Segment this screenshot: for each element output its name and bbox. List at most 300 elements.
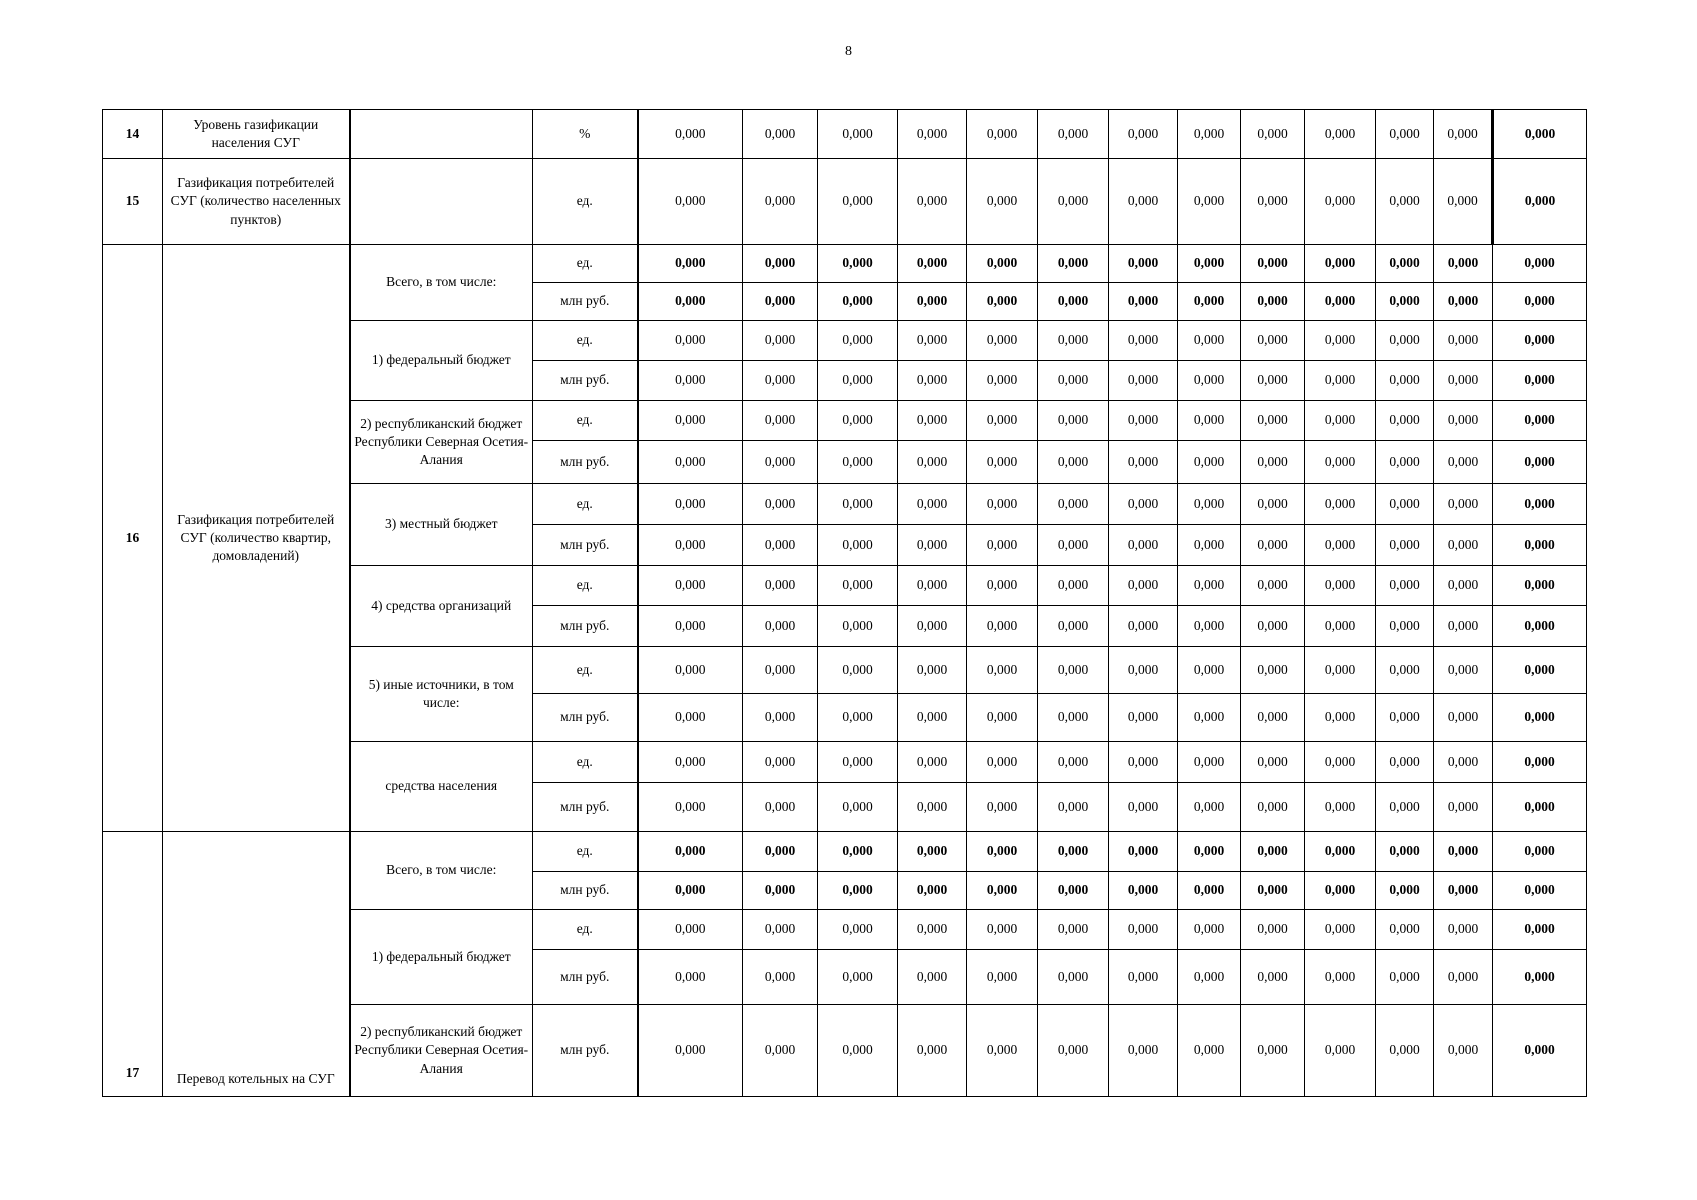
value-cell: 0,000	[1376, 783, 1434, 832]
value-cell: 0,000	[898, 245, 967, 283]
value-cell: 0,000	[1178, 1005, 1241, 1097]
value-cell: 0,000	[1376, 361, 1434, 401]
value-cell: 0,000	[898, 694, 967, 742]
table-row	[103, 159, 1587, 245]
unit-cell: ед.	[533, 647, 638, 694]
value-cell: 0,000	[898, 832, 967, 872]
value-cell: 0,000	[1241, 742, 1305, 783]
indicator-name: Газификация потребителей СУГ (количество квартир, домовладений)	[163, 245, 350, 832]
value-cell: 0,000	[898, 872, 967, 910]
value-cell: 0,000	[638, 321, 743, 361]
funding-source: 1) федеральный бюджет	[350, 910, 533, 1005]
value-cell: 0,000	[638, 361, 743, 401]
value-cell: 0,000	[638, 742, 743, 783]
value-cell: 0,000	[967, 910, 1038, 950]
total-cell: 0,000	[1493, 647, 1587, 694]
row-number: 15	[103, 159, 163, 245]
value-cell: 0,000	[1038, 1005, 1109, 1097]
unit-cell: ед.	[533, 566, 638, 606]
funding-source: 2) республиканский бюджет Республики Северная Осетия-Алания	[350, 1005, 533, 1097]
value-cell: 0,000	[1376, 1005, 1434, 1097]
value-cell: 0,000	[818, 401, 898, 441]
value-cell: 0,000	[1241, 110, 1305, 159]
value-cell: 0,000	[1038, 910, 1109, 950]
value-cell: 0,000	[743, 606, 818, 647]
value-cell: 0,000	[818, 832, 898, 872]
value-cell: 0,000	[1376, 110, 1434, 159]
value-cell: 0,000	[1434, 872, 1493, 910]
value-cell: 0,000	[1305, 484, 1376, 525]
value-cell: 0,000	[967, 606, 1038, 647]
value-cell: 0,000	[1376, 441, 1434, 484]
value-cell: 0,000	[898, 159, 967, 245]
value-cell: 0,000	[1178, 742, 1241, 783]
value-cell: 0,000	[1038, 484, 1109, 525]
indicator-name: Перевод котельных на СУГ	[163, 832, 350, 1097]
value-cell: 0,000	[638, 401, 743, 441]
value-cell: 0,000	[1038, 647, 1109, 694]
value-cell: 0,000	[1305, 910, 1376, 950]
value-cell: 0,000	[967, 401, 1038, 441]
table-row	[103, 110, 1587, 159]
value-cell: 0,000	[898, 484, 967, 525]
value-cell: 0,000	[1241, 606, 1305, 647]
funding-source: 5) иные источники, в том числе:	[350, 647, 533, 742]
value-cell: 0,000	[1178, 110, 1241, 159]
value-cell: 0,000	[1434, 606, 1493, 647]
value-cell: 0,000	[1305, 783, 1376, 832]
value-cell: 0,000	[1305, 441, 1376, 484]
funding-source: 1) федеральный бюджет	[350, 321, 533, 401]
value-cell: 0,000	[1038, 283, 1109, 321]
value-cell: 0,000	[1109, 321, 1178, 361]
value-cell: 0,000	[1305, 159, 1376, 245]
value-cell: 0,000	[1038, 361, 1109, 401]
value-cell: 0,000	[1434, 783, 1493, 832]
value-cell: 0,000	[898, 647, 967, 694]
value-cell: 0,000	[1241, 950, 1305, 1005]
value-cell: 0,000	[898, 283, 967, 321]
value-cell: 0,000	[1178, 159, 1241, 245]
value-cell: 0,000	[1109, 361, 1178, 401]
value-cell: 0,000	[967, 484, 1038, 525]
unit-cell: ед.	[533, 742, 638, 783]
value-cell: 0,000	[638, 910, 743, 950]
value-cell: 0,000	[1305, 361, 1376, 401]
value-cell: 0,000	[1305, 283, 1376, 321]
value-cell: 0,000	[898, 110, 967, 159]
funding-source	[350, 159, 533, 245]
value-cell: 0,000	[967, 361, 1038, 401]
value-cell: 0,000	[1305, 321, 1376, 361]
value-cell: 0,000	[1178, 525, 1241, 566]
value-cell: 0,000	[638, 647, 743, 694]
value-cell: 0,000	[967, 321, 1038, 361]
value-cell: 0,000	[1376, 742, 1434, 783]
value-cell: 0,000	[898, 606, 967, 647]
value-cell: 0,000	[967, 694, 1038, 742]
value-cell: 0,000	[1376, 401, 1434, 441]
value-cell: 0,000	[1241, 361, 1305, 401]
value-cell: 0,000	[1434, 910, 1493, 950]
value-cell: 0,000	[967, 950, 1038, 1005]
value-cell: 0,000	[1109, 910, 1178, 950]
value-cell: 0,000	[1038, 110, 1109, 159]
unit-cell: млн руб.	[533, 361, 638, 401]
value-cell: 0,000	[967, 566, 1038, 606]
value-cell: 0,000	[898, 910, 967, 950]
value-cell: 0,000	[1434, 321, 1493, 361]
value-cell: 0,000	[1434, 566, 1493, 606]
total-cell: 0,000	[1493, 361, 1587, 401]
value-cell: 0,000	[818, 441, 898, 484]
value-cell: 0,000	[638, 694, 743, 742]
value-cell: 0,000	[898, 401, 967, 441]
value-cell: 0,000	[1241, 647, 1305, 694]
value-cell: 0,000	[967, 159, 1038, 245]
value-cell: 0,000	[1178, 283, 1241, 321]
value-cell: 0,000	[898, 441, 967, 484]
total-cell: 0,000	[1493, 783, 1587, 832]
value-cell: 0,000	[1376, 950, 1434, 1005]
value-cell: 0,000	[743, 361, 818, 401]
funding-source	[350, 110, 533, 159]
value-cell: 0,000	[1109, 832, 1178, 872]
value-cell: 0,000	[1241, 525, 1305, 566]
value-cell: 0,000	[1434, 950, 1493, 1005]
value-cell: 0,000	[967, 245, 1038, 283]
value-cell: 0,000	[967, 1005, 1038, 1097]
value-cell: 0,000	[1434, 525, 1493, 566]
value-cell: 0,000	[743, 245, 818, 283]
value-cell: 0,000	[1305, 742, 1376, 783]
value-cell: 0,000	[818, 872, 898, 910]
value-cell: 0,000	[743, 872, 818, 910]
value-cell: 0,000	[1376, 484, 1434, 525]
value-cell: 0,000	[1376, 647, 1434, 694]
unit-cell: млн руб.	[533, 441, 638, 484]
row-number: 14	[103, 110, 163, 159]
value-cell: 0,000	[967, 525, 1038, 566]
value-cell: 0,000	[1109, 441, 1178, 484]
value-cell: 0,000	[1241, 783, 1305, 832]
value-cell: 0,000	[818, 783, 898, 832]
page-number: 8	[845, 44, 852, 59]
value-cell: 0,000	[638, 283, 743, 321]
value-cell: 0,000	[1434, 110, 1493, 159]
funding-source: 4) средства организаций	[350, 566, 533, 647]
value-cell: 0,000	[1376, 245, 1434, 283]
value-cell: 0,000	[1241, 401, 1305, 441]
value-cell: 0,000	[1376, 283, 1434, 321]
funding-source: средства населения	[350, 742, 533, 832]
unit-cell: ед.	[533, 832, 638, 872]
value-cell: 0,000	[638, 566, 743, 606]
value-cell: 0,000	[1305, 647, 1376, 694]
total-cell: 0,000	[1493, 910, 1587, 950]
value-cell: 0,000	[1305, 832, 1376, 872]
value-cell: 0,000	[1109, 484, 1178, 525]
total-cell: 0,000	[1493, 401, 1587, 441]
value-cell: 0,000	[743, 832, 818, 872]
funding-source: 2) республиканский бюджет Республики Северная Осетия-Алания	[350, 401, 533, 484]
value-cell: 0,000	[1178, 832, 1241, 872]
indicator-name: Газификация потребителей СУГ (количество населенных пунктов)	[163, 159, 350, 245]
value-cell: 0,000	[743, 283, 818, 321]
value-cell: 0,000	[1434, 742, 1493, 783]
value-cell: 0,000	[1434, 361, 1493, 401]
value-cell: 0,000	[1109, 694, 1178, 742]
funding-source: Всего, в том числе:	[350, 832, 533, 910]
total-cell: 0,000	[1493, 283, 1587, 321]
value-cell: 0,000	[1376, 910, 1434, 950]
total-cell: 0,000	[1493, 484, 1587, 525]
value-cell: 0,000	[1305, 566, 1376, 606]
value-cell: 0,000	[898, 742, 967, 783]
value-cell: 0,000	[1038, 742, 1109, 783]
unit-cell: млн руб.	[533, 525, 638, 566]
value-cell: 0,000	[1178, 245, 1241, 283]
total-cell: 0,000	[1493, 245, 1587, 283]
value-cell: 0,000	[743, 742, 818, 783]
value-cell: 0,000	[1434, 401, 1493, 441]
value-cell: 0,000	[1376, 606, 1434, 647]
value-cell: 0,000	[818, 361, 898, 401]
value-cell: 0,000	[967, 647, 1038, 694]
value-cell: 0,000	[818, 525, 898, 566]
value-cell: 0,000	[743, 950, 818, 1005]
value-cell: 0,000	[1376, 832, 1434, 872]
unit-cell: млн руб.	[533, 1005, 638, 1097]
unit-cell: ед.	[533, 159, 638, 245]
value-cell: 0,000	[1038, 525, 1109, 566]
value-cell: 0,000	[1434, 694, 1493, 742]
value-cell: 0,000	[743, 441, 818, 484]
value-cell: 0,000	[1376, 566, 1434, 606]
value-cell: 0,000	[967, 742, 1038, 783]
value-cell: 0,000	[818, 245, 898, 283]
total-cell: 0,000	[1493, 832, 1587, 872]
value-cell: 0,000	[1305, 872, 1376, 910]
value-cell: 0,000	[898, 566, 967, 606]
total-cell: 0,000	[1493, 525, 1587, 566]
value-cell: 0,000	[1241, 566, 1305, 606]
row-number: 16	[103, 245, 163, 832]
value-cell: 0,000	[743, 783, 818, 832]
value-cell: 0,000	[1434, 484, 1493, 525]
value-cell: 0,000	[638, 441, 743, 484]
value-cell: 0,000	[1178, 647, 1241, 694]
value-cell: 0,000	[638, 484, 743, 525]
value-cell: 0,000	[818, 159, 898, 245]
value-cell: 0,000	[743, 525, 818, 566]
value-cell: 0,000	[1038, 566, 1109, 606]
value-cell: 0,000	[638, 1005, 743, 1097]
total-cell: 0,000	[1493, 742, 1587, 783]
funding-source: 3) местный бюджет	[350, 484, 533, 566]
total-cell: 0,000	[1493, 566, 1587, 606]
unit-cell: %	[533, 110, 638, 159]
value-cell: 0,000	[1241, 245, 1305, 283]
value-cell: 0,000	[1178, 566, 1241, 606]
value-cell: 0,000	[1109, 525, 1178, 566]
value-cell: 0,000	[1434, 647, 1493, 694]
table-row	[103, 245, 1587, 283]
value-cell: 0,000	[1109, 401, 1178, 441]
value-cell: 0,000	[1434, 283, 1493, 321]
value-cell: 0,000	[638, 525, 743, 566]
value-cell: 0,000	[1109, 566, 1178, 606]
unit-cell: ед.	[533, 401, 638, 441]
value-cell: 0,000	[898, 525, 967, 566]
value-cell: 0,000	[1038, 401, 1109, 441]
value-cell: 0,000	[1109, 606, 1178, 647]
value-cell: 0,000	[818, 742, 898, 783]
value-cell: 0,000	[1241, 1005, 1305, 1097]
value-cell: 0,000	[1038, 441, 1109, 484]
unit-cell: ед.	[533, 245, 638, 283]
value-cell: 0,000	[1305, 245, 1376, 283]
value-cell: 0,000	[1434, 441, 1493, 484]
value-cell: 0,000	[743, 1005, 818, 1097]
value-cell: 0,000	[743, 647, 818, 694]
value-cell: 0,000	[898, 361, 967, 401]
total-cell: 0,000	[1493, 872, 1587, 910]
total-cell: 0,000	[1493, 950, 1587, 1005]
value-cell: 0,000	[743, 566, 818, 606]
value-cell: 0,000	[1038, 245, 1109, 283]
value-cell: 0,000	[1038, 872, 1109, 910]
value-cell: 0,000	[1376, 872, 1434, 910]
value-cell: 0,000	[1178, 441, 1241, 484]
value-cell: 0,000	[1178, 484, 1241, 525]
value-cell: 0,000	[1109, 1005, 1178, 1097]
unit-cell: млн руб.	[533, 694, 638, 742]
value-cell: 0,000	[818, 321, 898, 361]
total-cell: 0,000	[1493, 1005, 1587, 1097]
value-cell: 0,000	[638, 245, 743, 283]
value-cell: 0,000	[967, 783, 1038, 832]
value-cell: 0,000	[1305, 950, 1376, 1005]
total-cell: 0,000	[1493, 441, 1587, 484]
value-cell: 0,000	[818, 910, 898, 950]
value-cell: 0,000	[1376, 694, 1434, 742]
value-cell: 0,000	[898, 321, 967, 361]
value-cell: 0,000	[638, 783, 743, 832]
value-cell: 0,000	[1241, 283, 1305, 321]
value-cell: 0,000	[1109, 872, 1178, 910]
value-cell: 0,000	[1376, 525, 1434, 566]
value-cell: 0,000	[638, 159, 743, 245]
value-cell: 0,000	[1109, 647, 1178, 694]
value-cell: 0,000	[818, 647, 898, 694]
value-cell: 0,000	[1241, 910, 1305, 950]
value-cell: 0,000	[1178, 401, 1241, 441]
value-cell: 0,000	[1109, 783, 1178, 832]
value-cell: 0,000	[1038, 321, 1109, 361]
value-cell: 0,000	[818, 484, 898, 525]
value-cell: 0,000	[743, 484, 818, 525]
value-cell: 0,000	[898, 950, 967, 1005]
value-cell: 0,000	[898, 1005, 967, 1097]
value-cell: 0,000	[743, 159, 818, 245]
value-cell: 0,000	[638, 950, 743, 1005]
table-row	[103, 832, 1587, 872]
value-cell: 0,000	[818, 1005, 898, 1097]
total-cell: 0,000	[1493, 694, 1587, 742]
value-cell: 0,000	[818, 694, 898, 742]
value-cell: 0,000	[1305, 606, 1376, 647]
value-cell: 0,000	[1241, 321, 1305, 361]
value-cell: 0,000	[1109, 110, 1178, 159]
value-cell: 0,000	[1109, 245, 1178, 283]
value-cell: 0,000	[1109, 283, 1178, 321]
value-cell: 0,000	[1305, 525, 1376, 566]
indicators-table	[102, 109, 1587, 1097]
value-cell: 0,000	[1376, 321, 1434, 361]
value-cell: 0,000	[1305, 694, 1376, 742]
value-cell: 0,000	[1434, 1005, 1493, 1097]
value-cell: 0,000	[967, 872, 1038, 910]
row-number: 17	[103, 832, 163, 1097]
value-cell: 0,000	[1241, 832, 1305, 872]
value-cell: 0,000	[1434, 159, 1493, 245]
value-cell: 0,000	[1241, 872, 1305, 910]
value-cell: 0,000	[743, 110, 818, 159]
unit-cell: млн руб.	[533, 606, 638, 647]
unit-cell: млн руб.	[533, 950, 638, 1005]
value-cell: 0,000	[898, 783, 967, 832]
value-cell: 0,000	[1305, 110, 1376, 159]
value-cell: 0,000	[967, 832, 1038, 872]
value-cell: 0,000	[1305, 1005, 1376, 1097]
value-cell: 0,000	[1038, 783, 1109, 832]
value-cell: 0,000	[1178, 950, 1241, 1005]
value-cell: 0,000	[967, 441, 1038, 484]
value-cell: 0,000	[638, 110, 743, 159]
total-cell: 0,000	[1493, 110, 1587, 159]
unit-cell: млн руб.	[533, 283, 638, 321]
total-cell: 0,000	[1493, 159, 1587, 245]
value-cell: 0,000	[638, 606, 743, 647]
total-cell: 0,000	[1493, 606, 1587, 647]
value-cell: 0,000	[1038, 832, 1109, 872]
unit-cell: млн руб.	[533, 872, 638, 910]
value-cell: 0,000	[1434, 832, 1493, 872]
value-cell: 0,000	[1376, 159, 1434, 245]
unit-cell: ед.	[533, 321, 638, 361]
value-cell: 0,000	[638, 832, 743, 872]
value-cell: 0,000	[1038, 159, 1109, 245]
indicator-name: Уровень газификации населения СУГ	[163, 110, 350, 159]
unit-cell: ед.	[533, 910, 638, 950]
value-cell: 0,000	[1109, 742, 1178, 783]
value-cell: 0,000	[1178, 606, 1241, 647]
value-cell: 0,000	[818, 566, 898, 606]
value-cell: 0,000	[818, 110, 898, 159]
unit-cell: млн руб.	[533, 783, 638, 832]
value-cell: 0,000	[818, 950, 898, 1005]
value-cell: 0,000	[1434, 245, 1493, 283]
value-cell: 0,000	[818, 283, 898, 321]
value-cell: 0,000	[743, 401, 818, 441]
value-cell: 0,000	[1305, 401, 1376, 441]
value-cell: 0,000	[743, 910, 818, 950]
value-cell: 0,000	[1178, 872, 1241, 910]
value-cell: 0,000	[743, 321, 818, 361]
value-cell: 0,000	[1178, 910, 1241, 950]
value-cell: 0,000	[1241, 694, 1305, 742]
